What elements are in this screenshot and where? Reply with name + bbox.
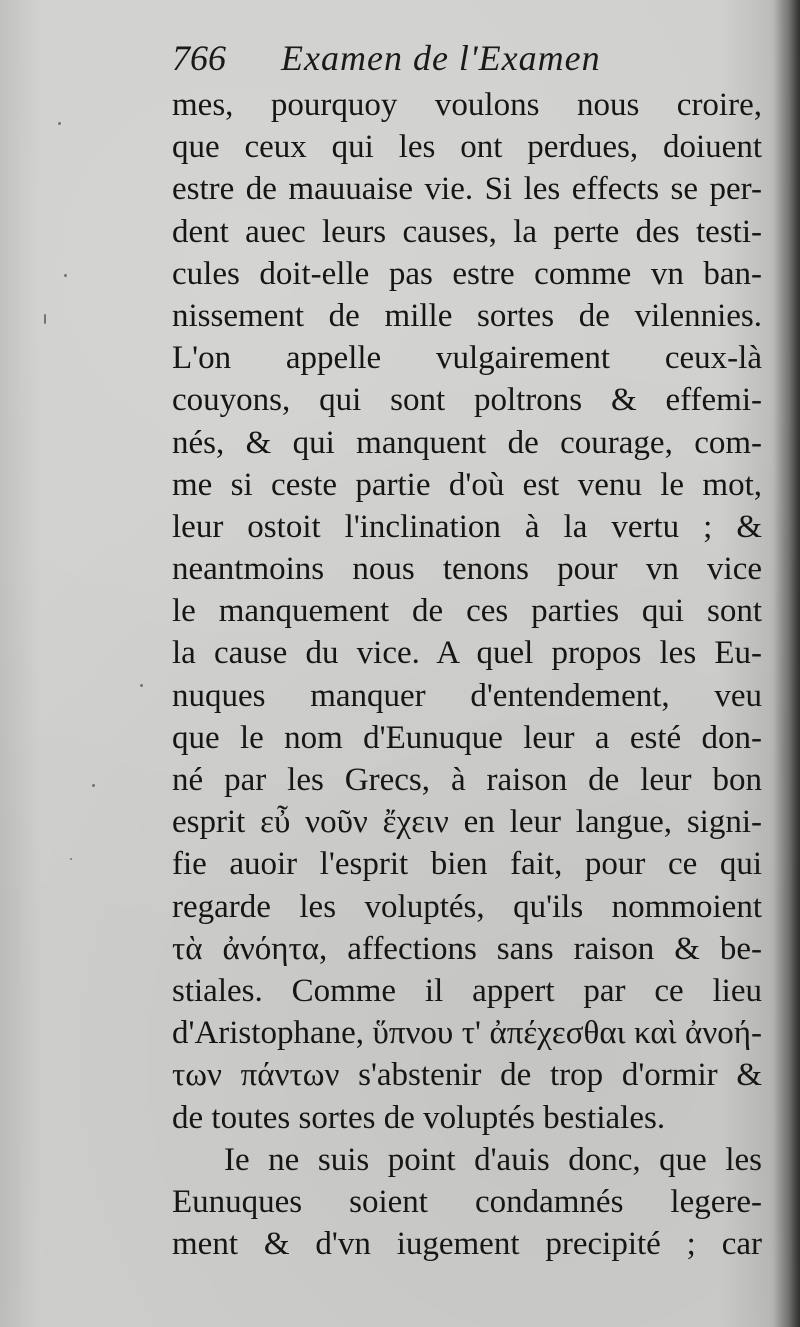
text-line: neantmoins nous tenons pour vn vice bbox=[172, 551, 762, 588]
body-text bbox=[172, 84, 762, 1265]
text-line: nissement de mille sortes de vilennies. bbox=[172, 297, 762, 334]
text-line: de toutes sortes de voluptés bestiales. bbox=[172, 1099, 666, 1136]
text-line: stiales. Comme il appert par ce lieu bbox=[172, 972, 762, 1009]
text-line: esprit εὖ νοῦν ἔχειν en leur langue, signi- bbox=[172, 804, 762, 841]
text-line: mes, pourquoy voulons nous croire, bbox=[172, 87, 762, 123]
text-line: me si ceste partie d'où est venu le mot, bbox=[172, 466, 762, 503]
running-head bbox=[172, 34, 732, 82]
text-line: L'on appelle vulgairement ceux-là bbox=[172, 340, 762, 377]
paper-speck bbox=[140, 684, 143, 687]
text-line: que ceux qui les ont perdues, doiuent bbox=[172, 129, 762, 166]
text-line: Eunuques soient condamnés legere- bbox=[172, 1183, 762, 1220]
text-line: ment & d'vn iugement precipité ; car bbox=[172, 1226, 762, 1263]
text-line: regarde les voluptés, qu'ils nommoient bbox=[172, 888, 762, 925]
text-line: couyons, qui sont poltrons & effemi- bbox=[172, 382, 762, 419]
text-line: la cause du vice. A quel propos les Eu- bbox=[172, 635, 762, 672]
page-number: 766 bbox=[172, 38, 226, 78]
text-line: cules doit-elle pas estre comme vn ban- bbox=[172, 255, 762, 292]
paper-speck bbox=[44, 314, 46, 324]
text-line: né par les Grecs, à raison de leur bon bbox=[172, 762, 762, 798]
text-line: dent auec leurs causes, la perte des testi- bbox=[172, 213, 762, 250]
text-line: των πάντων s'abstenir de trop d'ormir & bbox=[172, 1057, 762, 1094]
paper-speck bbox=[92, 784, 95, 787]
paper-speck bbox=[70, 858, 72, 860]
text-line: leur ostoit l'inclination à la vertu ; & bbox=[172, 508, 762, 545]
text-line: estre de mauuaise vie. Si les effects se per- bbox=[172, 171, 762, 208]
text-line: Ie ne suis point d'auis donc, que les bbox=[224, 1141, 762, 1178]
running-title: Examen de l'Examen bbox=[281, 38, 601, 78]
text-line: fie auoir l'esprit bien fait, pour ce qui bbox=[172, 846, 762, 883]
text-line: que le nom d'Eunuque leur a esté don- bbox=[172, 719, 762, 756]
text-line: le manquement de ces parties qui sont bbox=[172, 593, 762, 630]
text-line: nés, & qui manquent de courage, com- bbox=[172, 424, 762, 461]
paper-speck bbox=[58, 122, 61, 125]
text-line: τὰ ἀνόητα, affections sans raison & be- bbox=[172, 930, 762, 967]
page-edge-shadow bbox=[774, 0, 800, 1327]
paper-speck bbox=[64, 274, 67, 277]
text-line: d'Aristophane, ὕπνου τ' ἀπέχεσθαι καὶ ἀνοή- bbox=[172, 1015, 762, 1052]
text-line: nuques manquer d'entendement, veu bbox=[172, 677, 762, 714]
